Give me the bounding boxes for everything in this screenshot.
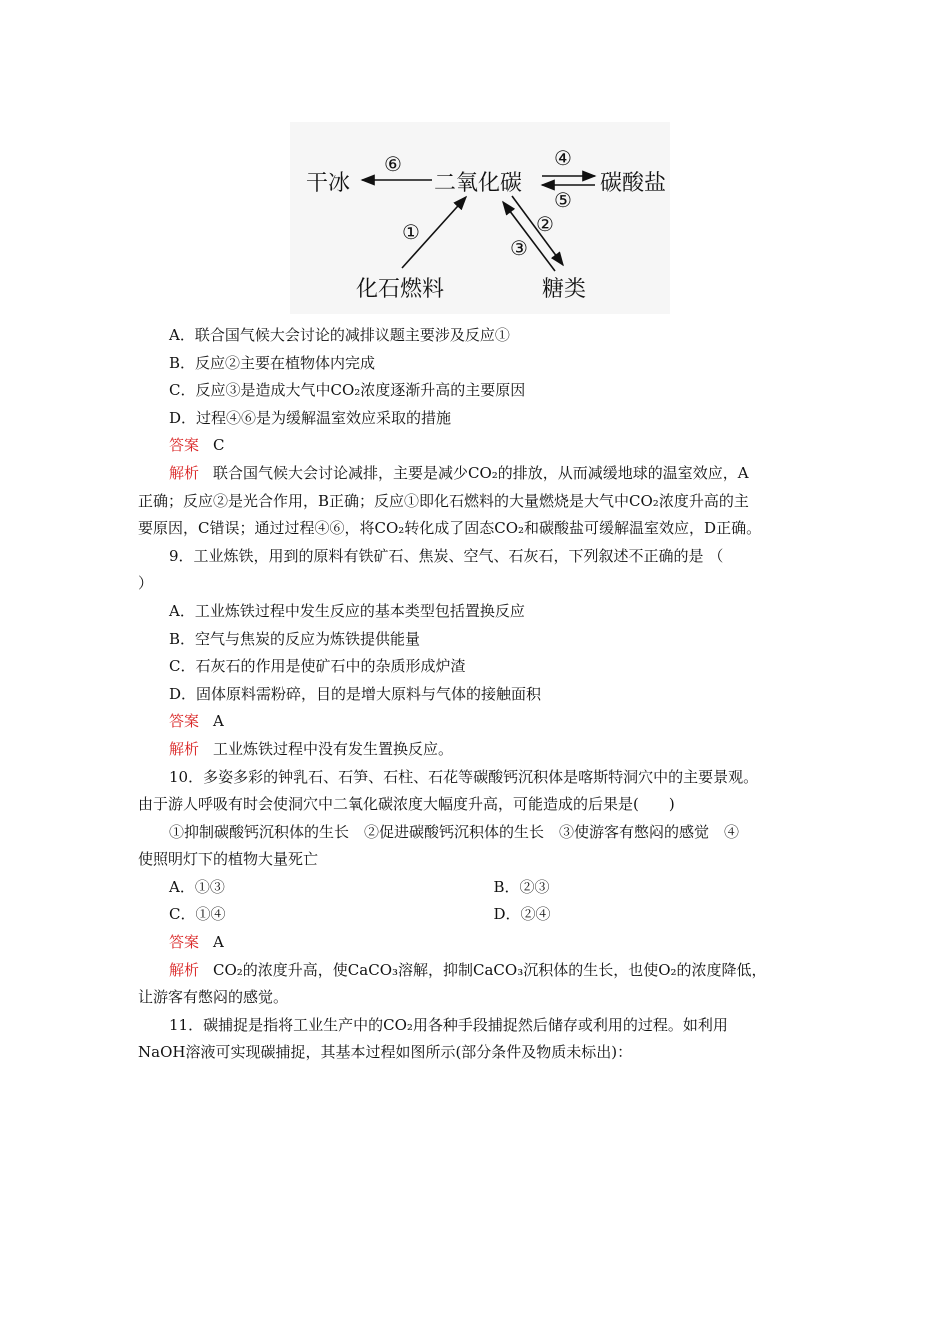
- q10-answer: [138, 929, 818, 957]
- q9-answer: [138, 708, 818, 736]
- analysis-text: 联合国气候大会讨论减排，主要是减少CO₂的排放，从而减缓地球的温室效应，A: [213, 463, 749, 482]
- q10-analysis-line-2: 让游客有憋闷的感觉。: [138, 988, 289, 1007]
- process-4-label: ④: [554, 146, 572, 170]
- q10-stem-line-2: 由于游人呼吸有时会使洞穴中二氧化碳浓度大幅度升高，可能造成的后果是( ): [138, 795, 675, 814]
- q8-analysis-line-3: 要原因，C错误；通过过程④⑥，将CO₂转化成了固态CO₂和碳酸盐可缓解温室效应，D正确。: [138, 519, 762, 538]
- q8-option-d: D．过程④⑥是为缓解温室效应采取的措施: [169, 408, 452, 427]
- q9-option-d: D．固体原料需粉碎，目的是增大原料与气体的接触面积: [169, 684, 542, 703]
- q10-items-line-2: 使照明灯下的植物大量死亡: [138, 850, 319, 869]
- analysis-label: 解析: [169, 463, 200, 482]
- co2-label: 二氧化碳: [434, 171, 523, 196]
- q8-option-b: B．反应②主要在植物体内完成: [169, 353, 376, 372]
- q8-analysis-line-1: [138, 460, 818, 488]
- q10-option-b: B．②③: [493, 877, 550, 896]
- q9-stem-line-1: 9．工业炼铁，用到的原料有铁矿石、焦炭、空气、石灰石，下列叙述不正确的是 （: [169, 546, 724, 565]
- process-2-label: ②: [536, 212, 554, 236]
- q10-items-line-1: ①抑制碳酸钙沉积体的生长 ②促进碳酸钙沉积体的生长 ③使游客有憋闷的感觉 ④: [169, 822, 740, 841]
- carbonate-label: 碳酸盐: [600, 171, 667, 196]
- q9-option-b: B．空气与焦炭的反应为炼铁提供能量: [169, 629, 421, 648]
- q10-stem-line-1: 10．多姿多彩的钟乳石、石笋、石柱、石花等碳酸钙沉积体是喀斯特洞穴中的主要景观。: [169, 767, 759, 786]
- q9-option-a: A．工业炼铁过程中发生反应的基本类型包括置换反应: [169, 601, 525, 620]
- question-content: [138, 322, 818, 1067]
- q8-answer: [138, 432, 818, 460]
- answer-value: A: [213, 933, 224, 952]
- q8-option-c: C．反应③是造成大气中CO₂浓度逐渐升高的主要原因: [169, 381, 526, 400]
- q10-option-d: D．②④: [493, 905, 551, 924]
- process-5-label: ⑤: [554, 188, 572, 212]
- q11-stem-line-1: 11．碳捕捉是指将工业生产中的CO₂用各种手段捕捉然后储存或利用的过程。如利用: [169, 1015, 728, 1034]
- diagram-arrows: [290, 122, 670, 314]
- carbon-cycle-diagram: [290, 122, 670, 314]
- answer-value: A: [213, 712, 224, 731]
- q10-option-c: C．①④: [169, 905, 226, 924]
- analysis-label: 解析: [169, 739, 200, 758]
- q10-option-a: A．①③: [169, 877, 225, 896]
- analysis-text: 工业炼铁过程中没有发生置换反应。: [213, 739, 454, 758]
- sugar-label: 糖类: [542, 277, 587, 302]
- process-6-label: ⑥: [384, 152, 402, 176]
- q8-option-a: A．联合国气候大会讨论的减排议题主要涉及反应①: [169, 326, 510, 344]
- q9-option-c: C．石灰石的作用是使矿石中的杂质形成炉渣: [169, 657, 466, 676]
- process-1-label: ①: [402, 220, 420, 244]
- q10-options-row-2: [138, 901, 818, 929]
- answer-label: 答案: [169, 436, 200, 455]
- q9-stem-line-2: ）: [138, 574, 154, 593]
- fossil-fuel-label: 化石燃料: [356, 277, 445, 302]
- analysis-text: CO₂的浓度升高，使CaCO₃溶解，抑制CaCO₃沉积体的生长，也使O₂的浓度降低，: [213, 960, 767, 979]
- q9-analysis: [138, 736, 818, 764]
- dry-ice-label: 干冰: [306, 171, 351, 196]
- q10-analysis-line-1: [138, 957, 818, 985]
- answer-label: 答案: [169, 712, 200, 731]
- q8-analysis-line-2: 正确；反应②是光合作用，B正确；反应①即化石燃料的大量燃烧是大气中CO₂浓度升高的主: [138, 491, 749, 510]
- answer-label: 答案: [169, 933, 200, 952]
- analysis-label: 解析: [169, 960, 200, 979]
- q10-options-row-1: [138, 874, 818, 902]
- process-3-label: ③: [510, 236, 528, 260]
- q11-stem-line-2: NaOH溶液可实现碳捕捉，其基本过程如图所示(部分条件及物质未标出)：: [138, 1043, 633, 1062]
- answer-value: C: [213, 436, 225, 455]
